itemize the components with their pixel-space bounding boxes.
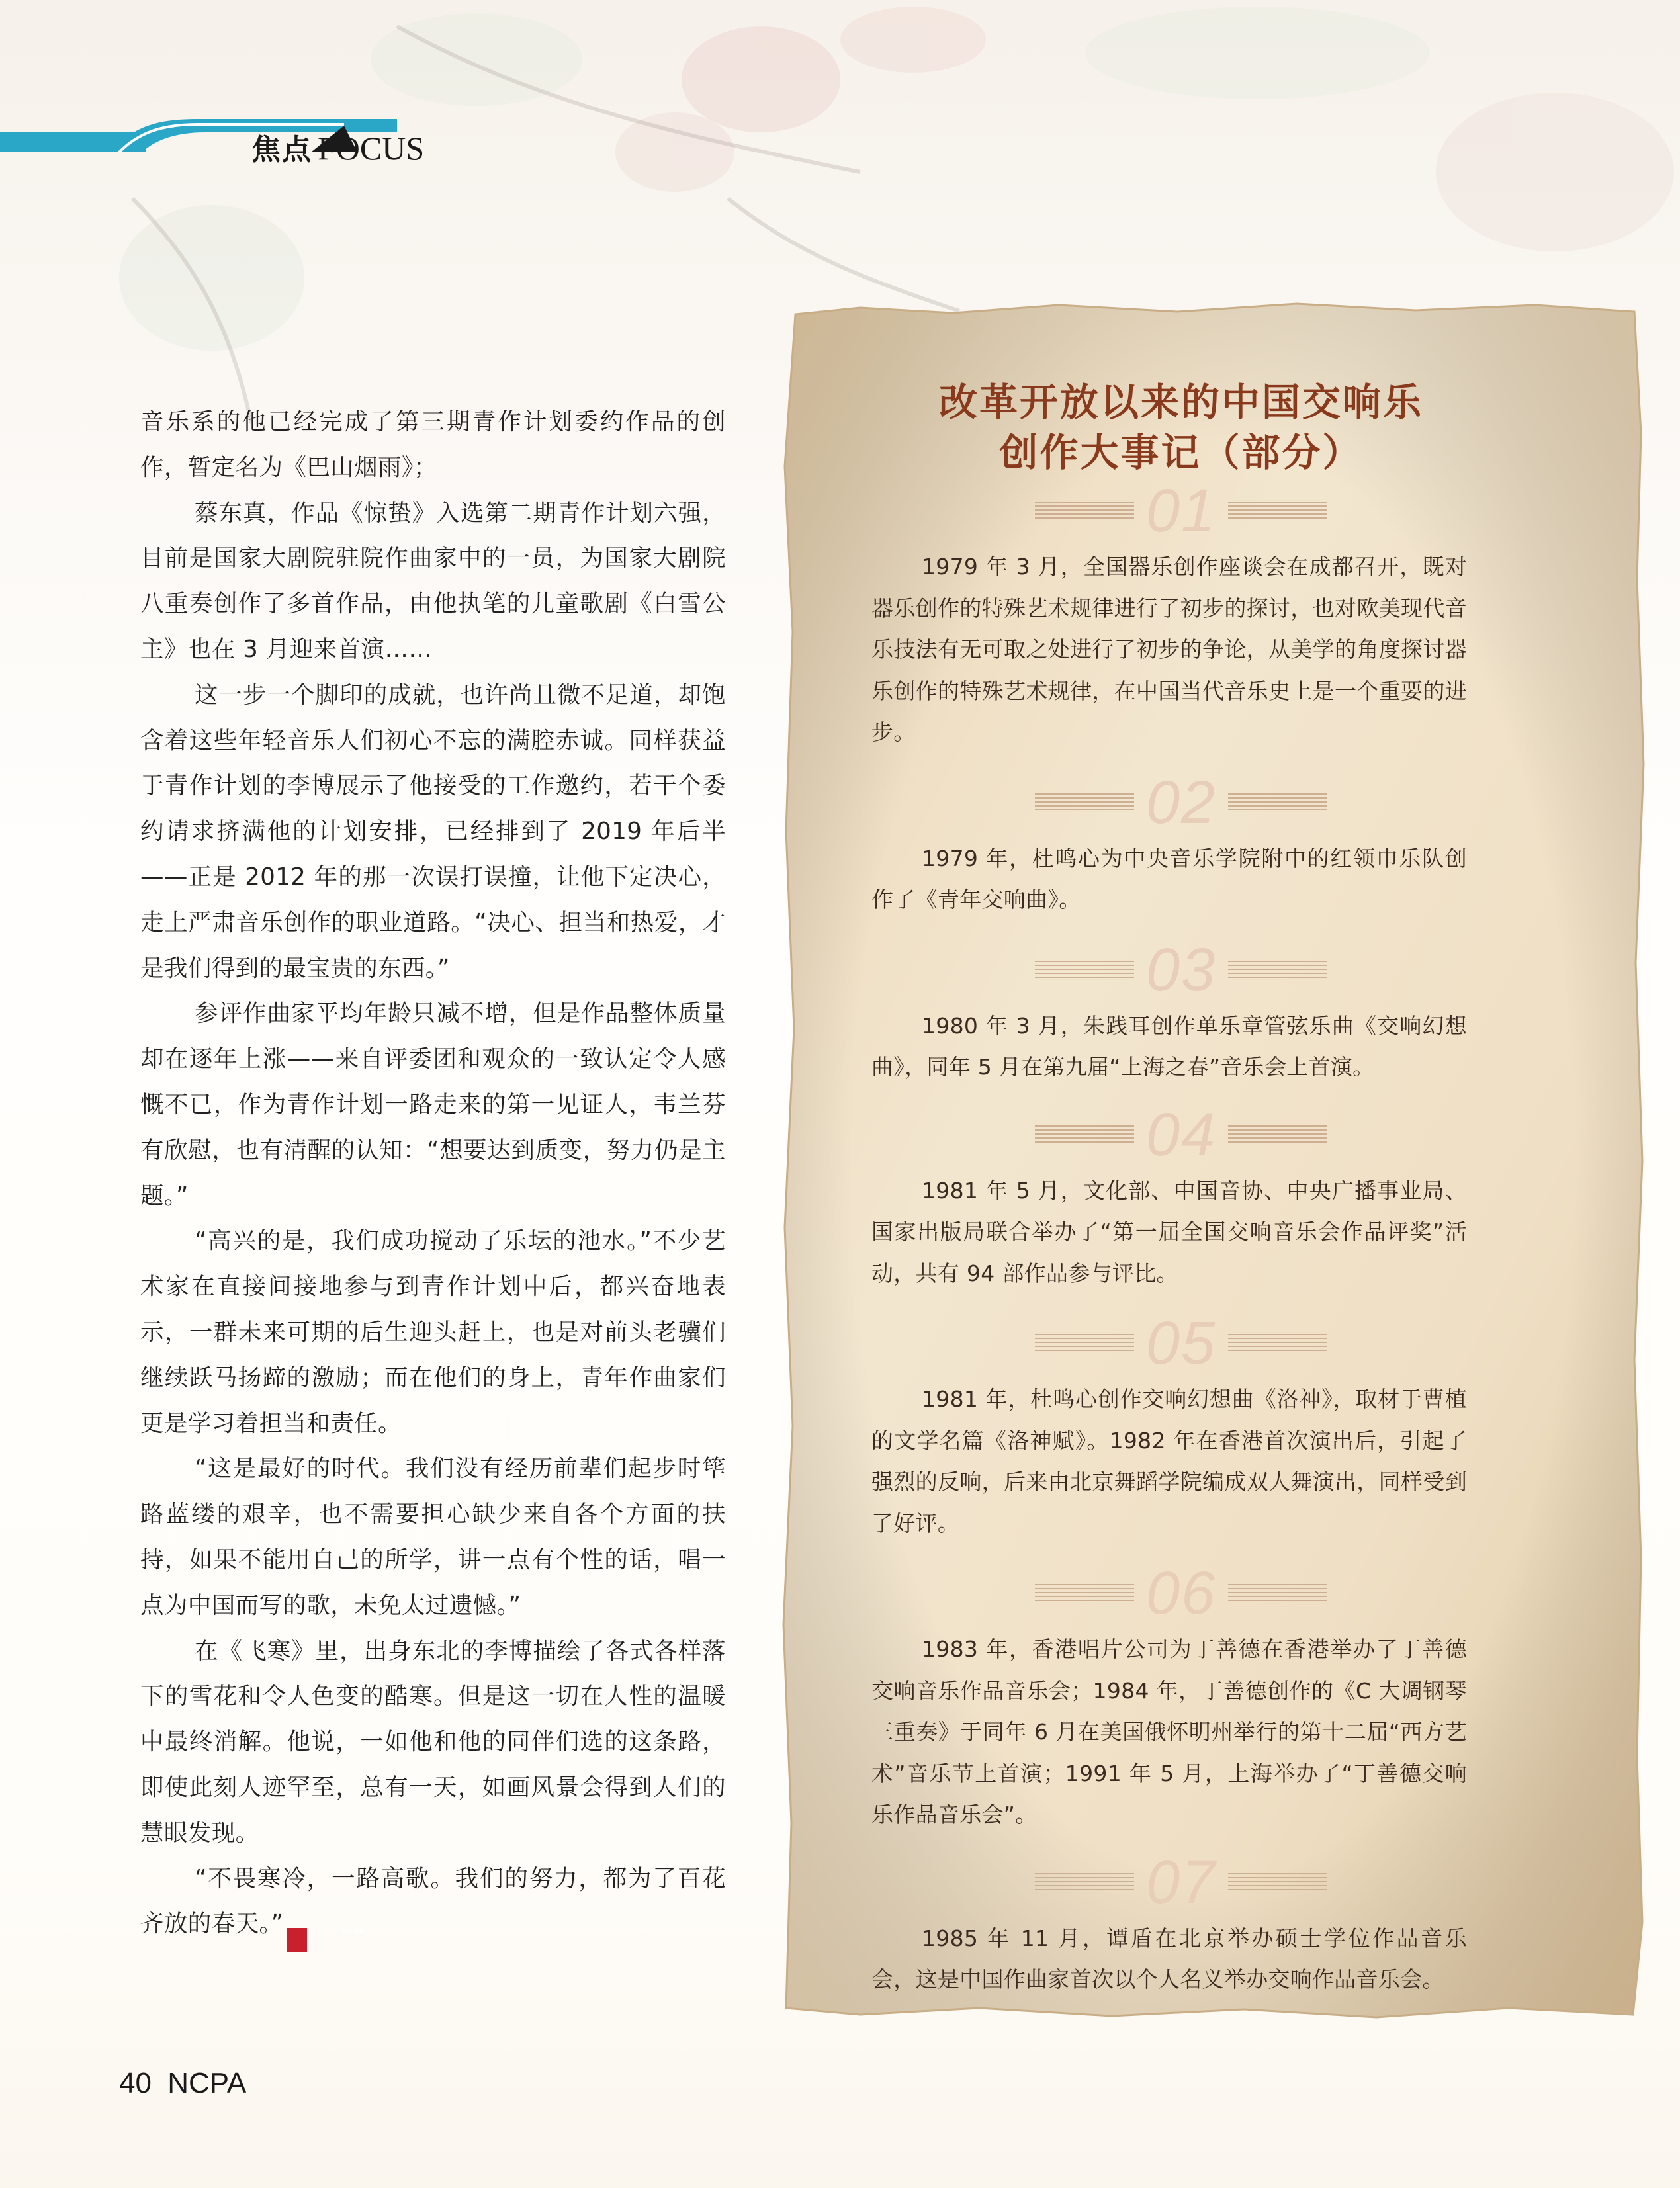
section-header <box>251 126 424 165</box>
decorative-lines-icon <box>1228 961 1327 979</box>
timeline-event <box>857 478 1466 754</box>
timeline-event <box>857 1310 1466 1544</box>
decorative-lines-icon <box>1228 1334 1327 1352</box>
article-paragraph: 音乐系的他已经完成了第三期青作计划委约作品的创作，暂定名为《巴山烟雨》； <box>140 408 726 481</box>
article-paragraph: “这是最好的时代。我们没有经历前辈们起步时筚路蓝缕的艰辛，也不需要担心缺少来自各个方面的扶持，如果不能用自己的所学，讲一点有个性的话，唱一点为中国而写的歌，未免太过遗憾。” <box>140 1455 726 1619</box>
article-paragraph: 参评作曲家平均年龄只减不增，但是作品整体质量却在逐年上涨——来自评委团和观众的一致认定令人感慨不已，作为青作计划一路走来的第一见证人，韦兰芬有欣慰，也有清醒的认知：“想要达到质变，努力仍是主题。” <box>140 1000 726 1209</box>
event-number: 02 <box>1145 768 1217 836</box>
timeline-title <box>897 377 1466 478</box>
timeline-event <box>857 1560 1466 1836</box>
event-text: 1981 年 5 月，文化部、中国音协、中央广播事业局、国家出版局联合举办了“第一届全国交响音乐会作品评奖”活动，共有 94 部作品参与评比。 <box>871 1177 1467 1286</box>
section-title-en: FOCUS <box>318 130 425 167</box>
magazine-name: NCPA <box>167 2067 247 2099</box>
event-number-row <box>897 478 1466 544</box>
event-text: 1981 年，杜鸣心创作交响幻想曲《洛神》，取材于曹植的文学名篇《洛神赋》。1982 年在香港首次演出后，引起了强烈的反响，后来由北京舞蹈学院编成双人舞演出，同样受到了好评。 <box>871 1386 1467 1536</box>
event-number-row <box>897 769 1466 836</box>
event-number-row <box>897 937 1466 1003</box>
event-number: 03 <box>1145 936 1217 1004</box>
event-number: 01 <box>1145 477 1217 545</box>
event-number-row <box>897 1849 1466 1915</box>
article-paragraph: 这一步一个脚印的成就，也许尚且微不足道，却饱含着这些年轻音乐人们初心不忘的满腔赤诚。同样获益于青作计划的李博展示了他接受的工作邀约，若干个委约请求挤满他的计划安排，已经排到了 2019 年后半——正是 2012 年的那一次误打误撞，让他下定决心，走上严肃音乐创作的职业道路。“决心、担当和热爱，才是我们得到的最宝贵的东西。” <box>140 681 726 982</box>
decorative-lines-icon <box>1228 1125 1327 1144</box>
timeline-event <box>857 1849 1466 2001</box>
timeline-event <box>857 937 1466 1088</box>
decorative-lines-icon <box>1228 793 1327 812</box>
event-number-row <box>897 1310 1466 1376</box>
ncpa-end-mark-icon: NCPA <box>287 1928 307 1952</box>
decorative-lines-icon <box>1035 1873 1134 1892</box>
decorative-lines-icon <box>1035 1584 1134 1602</box>
event-number: 06 <box>1145 1559 1217 1627</box>
timeline-title-line: 创作大事记（部分） <box>999 430 1363 475</box>
decorative-lines-icon <box>1035 1125 1134 1144</box>
timeline-event <box>857 1102 1466 1295</box>
decorative-lines-icon <box>1035 1334 1134 1352</box>
article-body <box>140 400 726 1952</box>
decorative-lines-icon <box>1035 502 1134 520</box>
page-number: 40 <box>119 2067 152 2099</box>
event-text: 1985 年 11 月，谭盾在北京举办硕士学位作品音乐会，这是中国作曲家首次以个人名义举办交响作品音乐会。 <box>871 1925 1467 1992</box>
decorative-lines-icon <box>1228 1873 1327 1892</box>
event-text: 1980 年 3 月，朱践耳创作单乐章管弦乐曲《交响幻想曲》，同年 5 月在第九届“上海之春”音乐会上首演。 <box>871 1012 1467 1080</box>
article-paragraph: 蔡东真，作品《惊蛰》入选第二期青作计划六强，目前是国家大剧院驻院作曲家中的一员，为国家大剧院八重奏创作了多首作品，由他执笔的儿童歌剧《白雪公主》也在 3 月迎来首演…… <box>140 499 726 663</box>
decorative-lines-icon <box>1035 793 1134 812</box>
timeline-event <box>857 769 1466 921</box>
page-footer <box>119 2067 246 2100</box>
decorative-lines-icon <box>1035 961 1134 979</box>
event-number: 05 <box>1145 1309 1217 1377</box>
event-number: 04 <box>1145 1100 1217 1168</box>
article-paragraph: 在《飞寒》里，出身东北的李博描绘了各式各样落下的雪花和令人色变的酷寒。但是这一切在人性的温暖中最终消解。他说，一如他和他的同伴们选的这条路，即使此刻人迹罕至，总有一天，如画风景会得到人们的慧眼发现。 <box>140 1637 726 1847</box>
event-text: 1979 年，杜鸣心为中央音乐学院附中的红领巾乐队创作了《青年交响曲》。 <box>871 845 1467 912</box>
event-number: 07 <box>1145 1848 1217 1916</box>
event-text: 1979 年 3 月，全国器乐创作座谈会在成都召开，既对器乐创作的特殊艺术规律进行了初步的探讨，也对欧美现代音乐技法有无可取之处进行了初步的争论，从美学的角度探讨器乐创作的特殊艺术规律，在中国当代音乐史上是一个重要的进步。 <box>871 554 1467 745</box>
decorative-lines-icon <box>1228 502 1327 520</box>
article-paragraph <box>140 1857 726 1952</box>
timeline-sidebar <box>857 377 1466 2001</box>
event-number-row <box>897 1560 1466 1626</box>
closing-quote: “不畏寒冷，一路高歌。我们的努力，都为了百花齐放的春天。” <box>140 1864 726 1938</box>
section-title-cn: 焦点 <box>251 133 312 167</box>
timeline-title-line: 改革开放以来的中国交响乐 <box>938 380 1423 425</box>
article-paragraph: “高兴的是，我们成功搅动了乐坛的池水。”不少艺术家在直接间接地参与到青作计划中后，都兴奋地表示，一群未来可期的后生迎头赶上，也是对前头老骥们继续跃马扬蹄的激励；而在他们的身上，青年作曲家们更是学习着担当和责任。 <box>140 1227 726 1437</box>
event-number-row <box>897 1102 1466 1168</box>
decorative-lines-icon <box>1228 1584 1327 1602</box>
event-text: 1983 年，香港唱片公司为丁善德在香港举办了丁善德交响音乐作品音乐会；1984 年，丁善德创作的《C 大调钢琴三重奏》于同年 6 月在美国俄怀明州举行的第十二届“西方艺术”音乐节上首演；1991 年 5 月，上海举办了“丁善德交响乐作品音乐会”。 <box>871 1636 1467 1827</box>
